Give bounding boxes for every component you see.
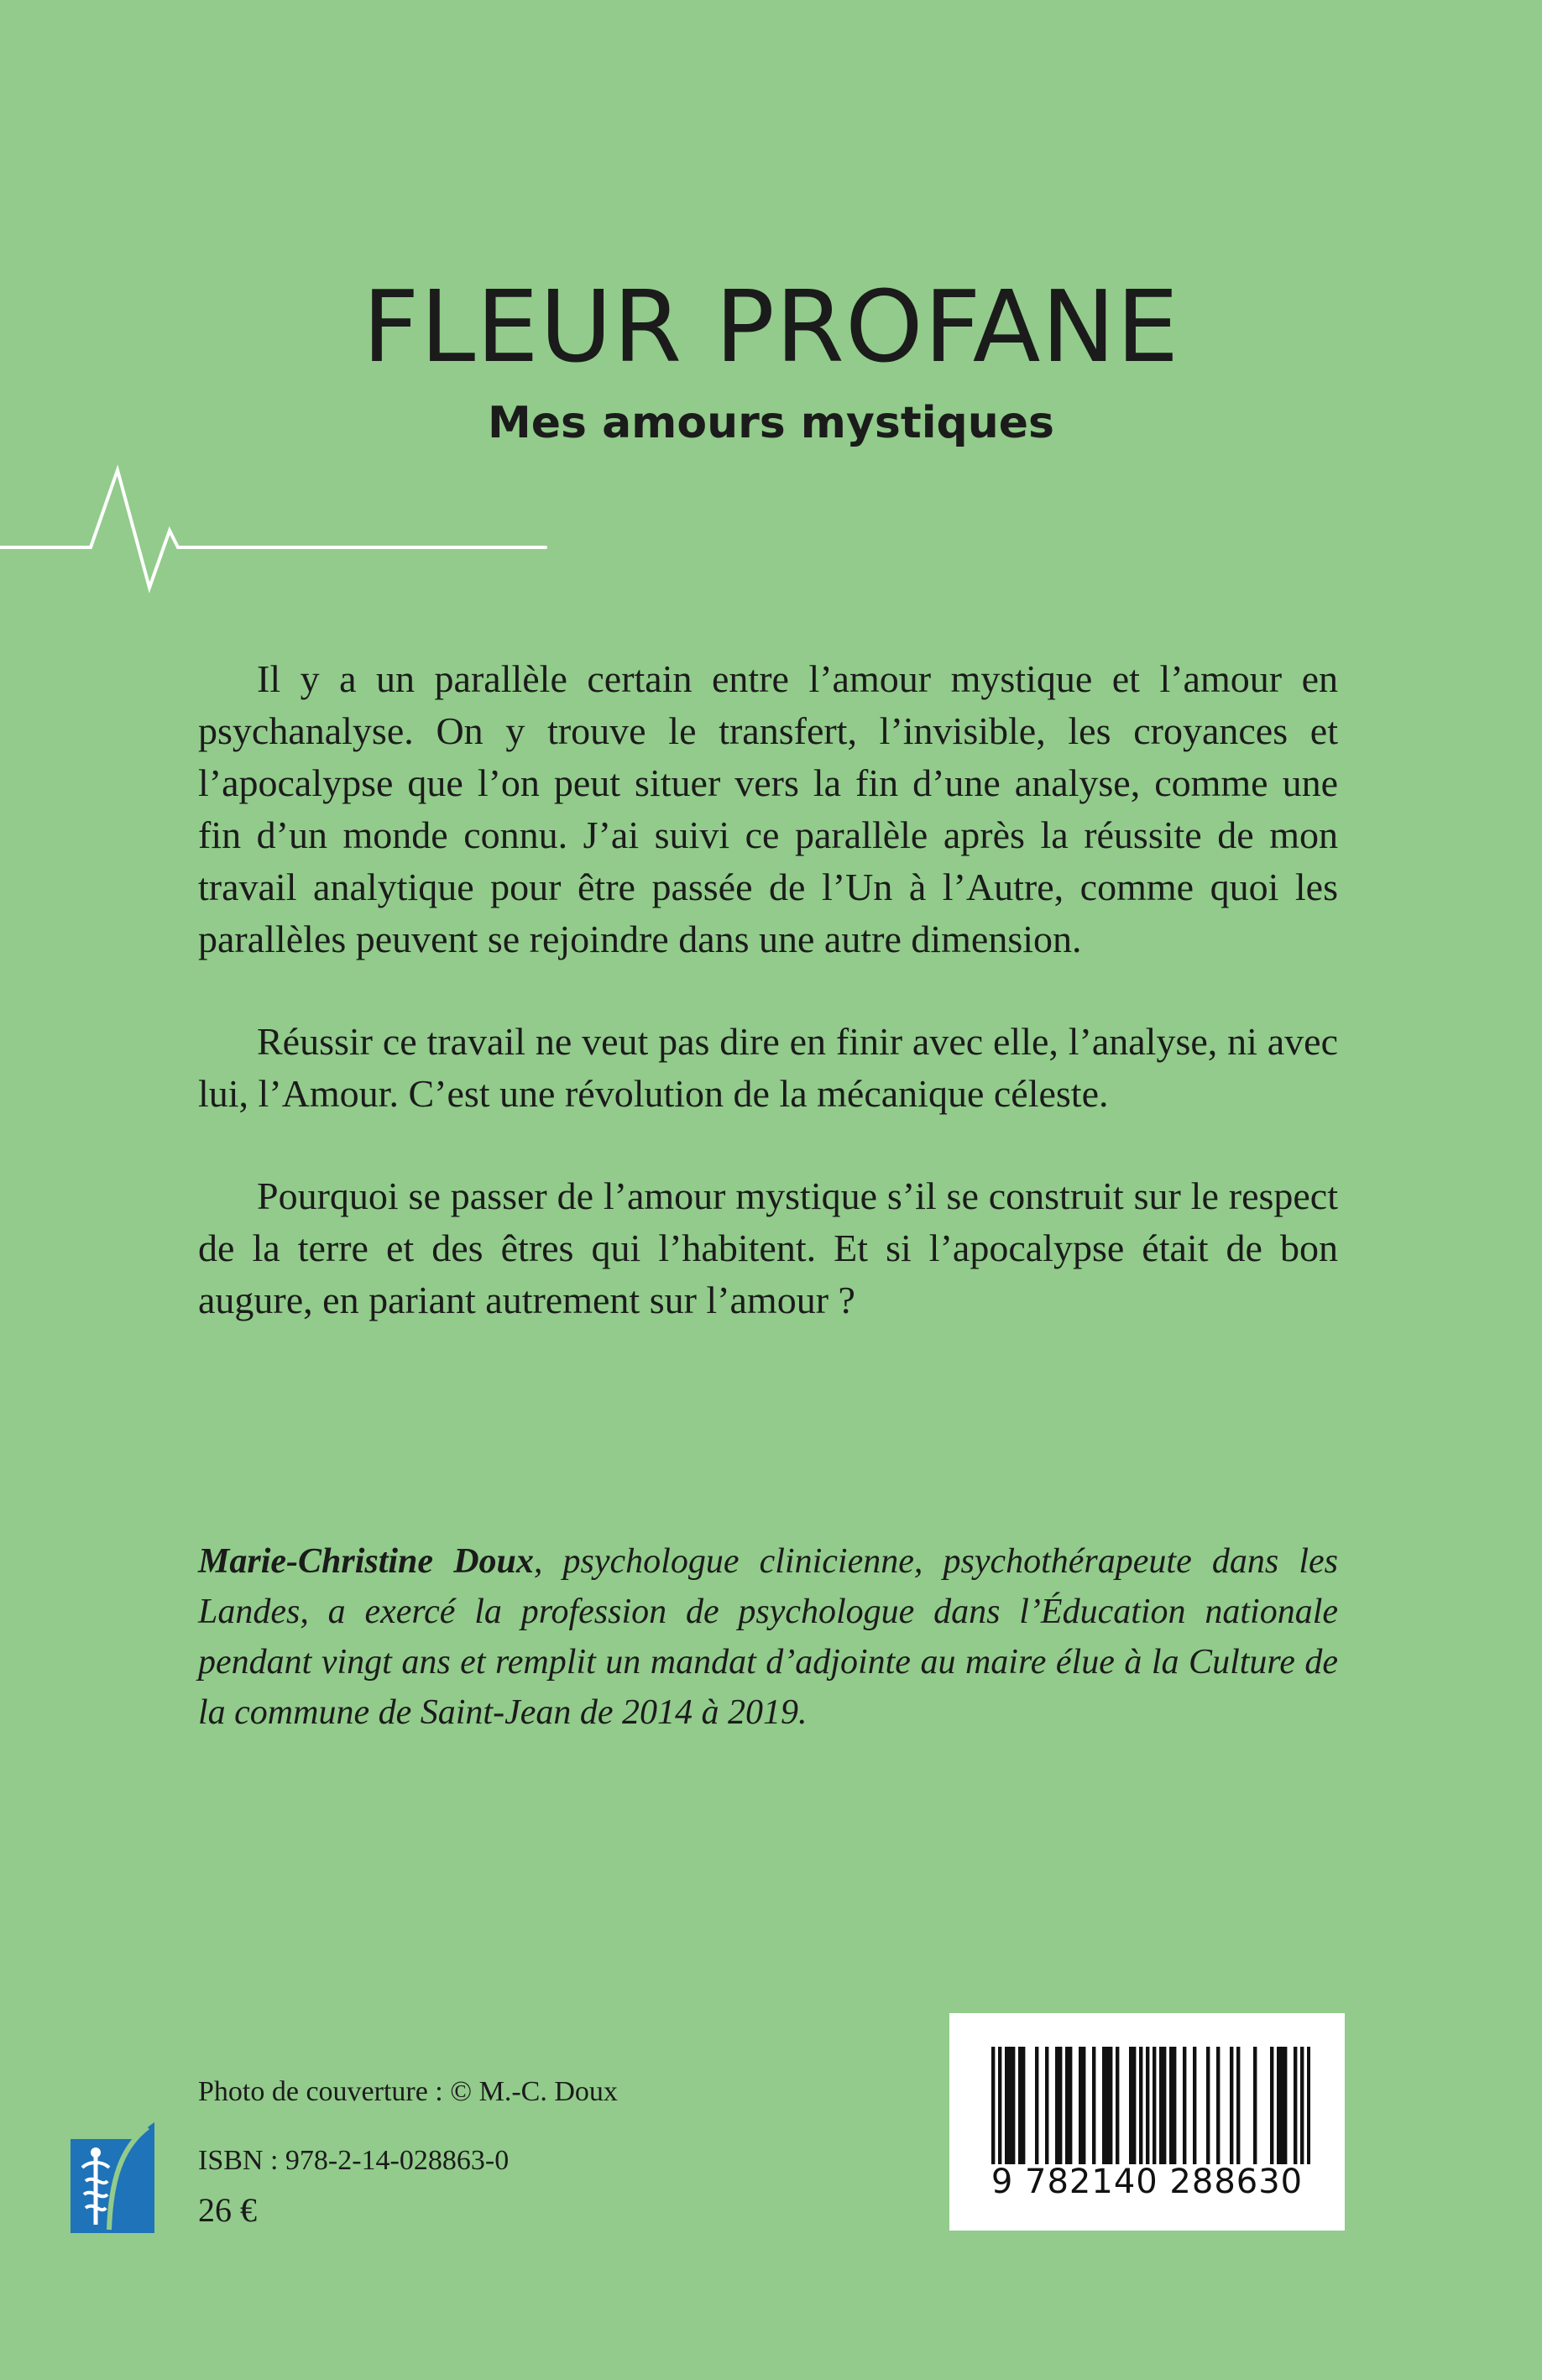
barcode-bar xyxy=(1206,2047,1210,2164)
barcode-bar xyxy=(1005,2047,1008,2164)
barcode-bar xyxy=(1132,2047,1136,2164)
photo-credit: Photo de couverture : © M.-C. Doux xyxy=(198,2076,618,2107)
barcode-bar xyxy=(1280,2047,1283,2164)
barcode-bar xyxy=(1082,2047,1085,2164)
barcode-bar xyxy=(1092,2047,1095,2164)
barcode-bar xyxy=(1008,2047,1011,2164)
blurb-paragraph: Pourquoi se passer de l’amour mystique s’il se construit sur le respect de la terre et des êtres qui l’habitent. Et si l’apocalypse était de bon augure, en pariant autrement sur l’amour ? xyxy=(198,1174,1338,1321)
barcode-bar xyxy=(1173,2047,1176,2164)
blurb-paragraph: Réussir ce travail ne veut pas dire en finir avec elle, l’analyse, ni avec lui, l’Amour. C’est une révolution de la mécanique céleste. xyxy=(198,1020,1338,1115)
publisher-logo-icon xyxy=(71,2122,154,2233)
book-subtitle: Mes amours mystiques xyxy=(488,398,1054,448)
barcode-bars-icon xyxy=(991,2047,1310,2164)
barcode-bar xyxy=(1045,2047,1048,2164)
barcode-bar xyxy=(991,2047,995,2164)
barcode-bar xyxy=(1116,2047,1119,2164)
barcode-bar xyxy=(1153,2047,1156,2164)
back-cover-blurb xyxy=(198,653,1338,1377)
barcode-bar xyxy=(1300,2047,1304,2164)
author-bio-text: , psychologue clinicienne, psychothérapeute dans les Landes, a exercé la profession de psychologue dans l’Éducation nationale pendant vingt ans et remplit un mandat d’adjointe au maire élue à la Culture de la commune de Saint-Jean de 2014 à 2019. xyxy=(198,1542,1338,1732)
barcode-bar xyxy=(1058,2047,1062,2164)
barcode-bar xyxy=(1069,2047,1072,2164)
barcode-bar xyxy=(1163,2047,1166,2164)
barcode-digits: 9 782140 288630 xyxy=(991,2163,1304,2201)
barcode-bar xyxy=(1146,2047,1149,2164)
barcode-bar xyxy=(1055,2047,1058,2164)
blurb-paragraph: Il y a un parallèle certain entre l’amour mystique et l’amour en psychanalyse. On y trouve le transfert, l’invisible, les croyances et l’apocalypse que l’on peut situer vers la fin d’une analyse, comme une fin d’un monde connu. J’ai suivi ce parallèle après la réussite de mon travail analytique pour être passée de l’Un à l’Autre, comme quoi les parallèles peuvent se rejoindre dans une autre dimension. xyxy=(198,657,1338,960)
barcode-bar xyxy=(1065,2047,1069,2164)
barcode-bar xyxy=(1283,2047,1287,2164)
barcode-bar xyxy=(1129,2047,1132,2164)
barcode-bar xyxy=(1011,2047,1015,2164)
barcode-bar xyxy=(1230,2047,1233,2164)
barcode-bar xyxy=(1236,2047,1240,2164)
barcode-bar xyxy=(998,2047,1001,2164)
barcode-bar xyxy=(1139,2047,1142,2164)
book-title: FLEUR PROFANE xyxy=(362,269,1180,384)
heartbeat-line-icon xyxy=(0,462,554,596)
price-text: 26 € xyxy=(198,2191,257,2229)
barcode-bar xyxy=(1106,2047,1109,2164)
barcode-bar xyxy=(1018,2047,1022,2164)
barcode-bar xyxy=(1169,2047,1173,2164)
barcode-bar xyxy=(1270,2047,1273,2164)
barcode-bar xyxy=(1159,2047,1163,2164)
isbn-text: ISBN : 978-2-14-028863-0 xyxy=(198,2145,510,2176)
barcode-bar xyxy=(1216,2047,1220,2164)
barcode-bar xyxy=(1109,2047,1112,2164)
barcode-bar xyxy=(1183,2047,1186,2164)
barcode-bar xyxy=(1022,2047,1025,2164)
barcode-bar xyxy=(1035,2047,1038,2164)
barcode-bar xyxy=(1307,2047,1310,2164)
barcode-bar xyxy=(1193,2047,1196,2164)
barcode-bar xyxy=(1102,2047,1106,2164)
barcode-bar xyxy=(1253,2047,1257,2164)
barcode-bar xyxy=(1079,2047,1082,2164)
author-name: Marie-Christine Doux xyxy=(198,1542,534,1581)
barcode-bar xyxy=(1294,2047,1297,2164)
barcode xyxy=(949,2013,1345,2231)
barcode-bar xyxy=(1277,2047,1280,2164)
author-biography xyxy=(198,1536,1338,1738)
